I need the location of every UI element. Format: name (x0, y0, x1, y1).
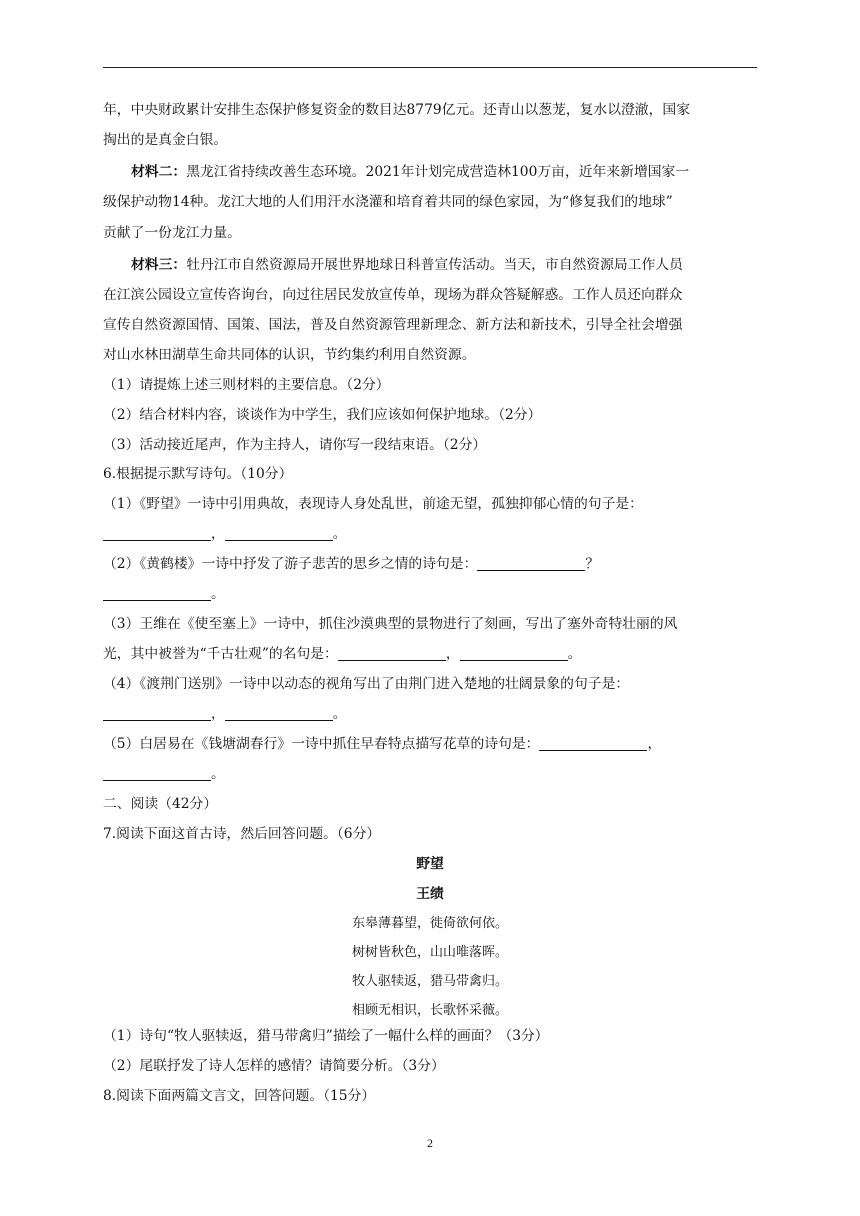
question-7-2: （2）尾联抒发了诗人怎样的感情？请简要分析。（3分） (103, 1058, 445, 1074)
question-6-3-answer: 光，其中被誉为“千古壮观”的名句是： ， 。 (103, 646, 582, 662)
answer-blank[interactable] (103, 766, 211, 781)
question-5-1: （1）请提炼上述三则材料的主要信息。（2分） (103, 377, 390, 393)
answer-blank[interactable] (225, 526, 333, 541)
material-label: 材料二： (131, 164, 187, 180)
question-7-1: （1）诗句“牧人驱犊返，猎马带禽归”描绘了一幅什么样的画面？（3分） (103, 1028, 549, 1044)
text-line: 年，中央财政累计安排生态保护修复资金的数目达8779亿元。还青山以葱茏，复水以澄澈，国家 (103, 102, 690, 118)
text-line: 掏出的是真金白银。 (103, 132, 228, 148)
answer-blank[interactable] (225, 706, 333, 721)
answer-blank[interactable] (103, 586, 211, 601)
question-6-4-answer: ， 。 (103, 704, 347, 724)
poem-author: 王绩 (416, 886, 444, 902)
header-rule (103, 67, 757, 68)
question-7: 7.阅读下面这首古诗，然后回答问题。（6分） (103, 826, 381, 842)
question-6-1-answer: ， 。 (103, 524, 347, 544)
text-line: 贡献了一份龙江力量。 (103, 225, 241, 241)
question-6-2-answer: 。 (103, 584, 225, 604)
question-6-5: （5）白居易在《钱塘湖春行》一诗中抓住早春特点描写花草的诗句是： ， (103, 736, 662, 752)
poem-line: 东皋薄暮望，徙倚欲何依。 (351, 916, 508, 931)
question-5-2: （2）结合材料内容，谈谈作为中学生，我们应该如何保护地球。（2分） (103, 407, 542, 423)
question-5-3: （3）活动接近尾声，作为主持人，请你写一段结束语。（2分） (103, 437, 487, 453)
poem-title: 野望 (416, 856, 444, 872)
text-line: 对山水林田湖草生命共同体的认识，节约集约利用自然资源。 (103, 347, 476, 363)
question-6-1: （1）《野望》一诗中引用典故，表现诗人身处乱世，前途无望，孤独抑郁心情的句子是： (103, 496, 643, 512)
poem-line: 树树皆秋色，山山唯落晖。 (351, 945, 508, 960)
question-6-4: （4）《渡荆门送别》一诗中以动态的视角写出了由荆门进入楚地的壮阔景象的句子是： (103, 676, 630, 692)
question-6-5-answer: 。 (103, 764, 225, 784)
question-6-3: （3）王维在《使至塞上》一诗中，抓住沙漠典型的景物进行了刻画，写出了塞外奇特壮丽的风 (103, 616, 678, 632)
answer-blank[interactable] (477, 556, 585, 571)
answer-blank[interactable] (103, 526, 211, 541)
material-three: 材料三：牡丹江市自然资源局开展世界地球日科普宣传活动。当天，市自然资源局工作人员 (131, 257, 683, 273)
material-two: 材料二：黑龙江省持续改善生态环境。2021年计划完成营造林100万亩，近年来新增国家一 (131, 164, 690, 180)
text-line: 在江滨公园设立宣传咨询台，向过往居民发放宣传单，现场为群众答疑解惑。工作人员还向群众 (103, 287, 683, 303)
section-heading: 二、阅读（42分） (103, 796, 218, 812)
answer-blank[interactable] (460, 646, 568, 661)
answer-blank[interactable] (338, 646, 446, 661)
text-line: 宣传自然资源国情、国策、国法，普及自然资源管理新理念、新方法和新技术，引导全社会增强 (103, 317, 683, 333)
text-line: 级保护动物14种。龙江大地的人们用汗水浇灌和培育着共同的绿色家园，为“修复我们的地球” (103, 194, 673, 210)
answer-blank[interactable] (103, 706, 211, 721)
poem-line: 相顾无相识，长歌怀采薇。 (351, 1003, 508, 1018)
poem-line: 牧人驱犊返，猎马带禽归。 (351, 974, 508, 989)
answer-blank[interactable] (539, 736, 647, 751)
material-label: 材料三： (131, 257, 187, 273)
page-number: 2 (427, 1136, 433, 1150)
question-6-2: （2）《黄鹤楼》一诗中抒发了游子悲苦的思乡之情的诗句是： ？ (103, 556, 600, 572)
question-6: 6.根据提示默写诗句。（10分） (103, 466, 293, 482)
question-8: 8.阅读下面两篇文言文，回答问题。（15分） (103, 1088, 376, 1104)
